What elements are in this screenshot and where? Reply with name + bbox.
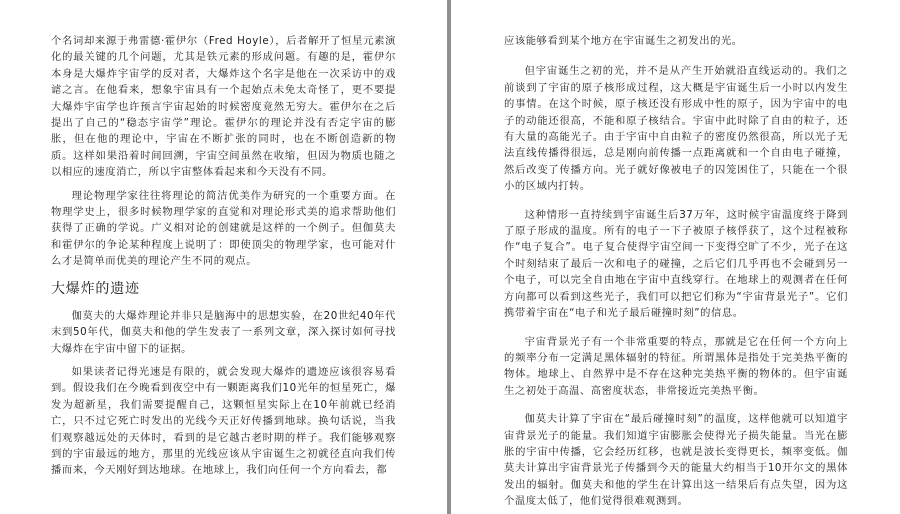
paragraph: 理论物理学家往往将理论的简洁优美作为研究的一个重要方面。在物理学史上，很多时候物理学家的直觉和对理论形式美的追求帮助他们获得了正确的学说。广义相对论的创建就是这样的一个例子。但伽莫夫和霍伊尔的争论某种程度上说明了：即使顶尖的物理学家，也可能对什么才是简单而优美的理论产生不同的观点。 <box>51 189 396 268</box>
paragraph: 伽莫夫计算了宇宙在“最后碰撞时刻”的温度，这样他就可以知道宇宙背景光子的能量。我们知道宇宙膨胀会使得光子损失能量。当光在膨胀的宇宙中传播，它会经历红移，也就是波长变得更长，频率变低。伽莫夫计算出宇宙背景光子传播到今天的能量大约相当于10开尔文的黑体发出的辐射。伽莫夫和他的学生在计算出这一结果后有点失望，因为这个温度太低了，他们觉得很难观测到。 <box>504 413 848 508</box>
paragraph: 伽莫夫的大爆炸理论并非只是脑海中的思想实验，在20世纪40年代末到50年代，伽莫夫和他的学生发表了一系列文章，深入探讨如何寻找大爆炸在宇宙中留下的证据。 <box>51 309 396 355</box>
paragraph: 应该能够看到某个地方在宇宙诞生之初发出的光。 <box>504 35 743 47</box>
left-page <box>51 0 396 514</box>
paragraph: 个名词却来源于弗雷德·霍伊尔（Fred Hoyle），后者解开了恒星元素演化的最关键的几个问题，尤其是铁元素的形成问题。有趣的是，霍伊尔本身是大爆炸宇宙学的反对者，大爆炸这个名字是他在一次采访中的戏谑之言。在他看来，想象宇宙具有一个起始点未免太奇怪了，更不要提大爆炸宇宙学也许预言宇宙起始的时候密度竟然无穷大。霍伊尔在之后提出了自己的“稳态宇宙学”理论。霍伊尔的理论并没有否定宇宙的膨胀，但在他的理论中，宇宙在不断扩张的同时，也在不断创造新的物质。这样如果沿着时间回溯，宇宙空间虽然在收缩，但因为物质也随之以相应的速度消亡，所以宇宙整体看起来和今天没有不同。 <box>51 35 396 179</box>
paragraph: 如果读者记得光速是有限的，就会发现大爆炸的遗迹应该很容易看到。假设我们在今晚看到夜空中有一颗距离我们10光年的恒星死亡，爆发为超新星，我们需要提醒自己，这颗恒星实际上在10年前就已经消亡，只不过它死亡时发出的光线今天正好传播到地球。换句话说，当我们观察越远处的天体时，看到的是它越古老时期的样子。我们能够观察到的宇宙最远的地方，那里的光线应该从宇宙诞生之初就径直向我们传播而来，今天刚好到达地球。在地球上，我们向任何一个方向看去，都 <box>51 365 396 477</box>
paragraph: 这种情形一直持续到宇宙诞生后37万年，这时候宇宙温度终于降到了原子形成的温度。所有的电子一下子被原子核俘获了，这个过程被称作“电子复合”。电子复合使得宇宙空间一下变得空旷了不少，光子在这个时刻结束了最后一次和电子的碰撞，之后它们几乎再也不会碰到另一个电子，可以完全自由地在宇宙中直线穿行。在地球上的观测者在任何方向都可以看到这些光子，我们可以把它们称为“宇宙背景光子”。它们携带着宇宙在“电子和光子最后碰撞时刻”的信息。 <box>504 208 848 320</box>
right-page <box>504 0 848 514</box>
paragraph: 宇宙背景光子有一个非常重要的特点，那就是它在任何一个方向上的频率分布一定满足黑体辐射的特征。所谓黑体是指处于完美热平衡的物体。地球上、自然界中是不存在这种完美热平衡的物体的。但宇宙诞生之初处于高温、高密度状态，非常接近完美热平衡。 <box>504 335 848 397</box>
paragraph: 但宇宙诞生之初的光，并不是从产生开始就沿直线运动的。我们之前谈到了宇宙的原子核形成过程，这大概是宇宙诞生后一小时以内发生的事情。在这个时候，原子核还没有形成中性的原子，因为宇宙中的电子的动能还很高，不能和原子核结合。宇宙中此时除了自由的粒子，还有大量的高能光子。由于宇宙中自由粒子的密度仍然很高，所以光子无法直线传播得很远，总是刚向前传播一点距离就和一个自由电子碰撞，然后改变了传播方向。光子就好像被电子的囚笼困住了，只能在一个很小的区域内打转。 <box>504 65 848 193</box>
section-heading: 大爆炸的遗迹 <box>51 280 140 297</box>
page-divider <box>447 0 451 514</box>
